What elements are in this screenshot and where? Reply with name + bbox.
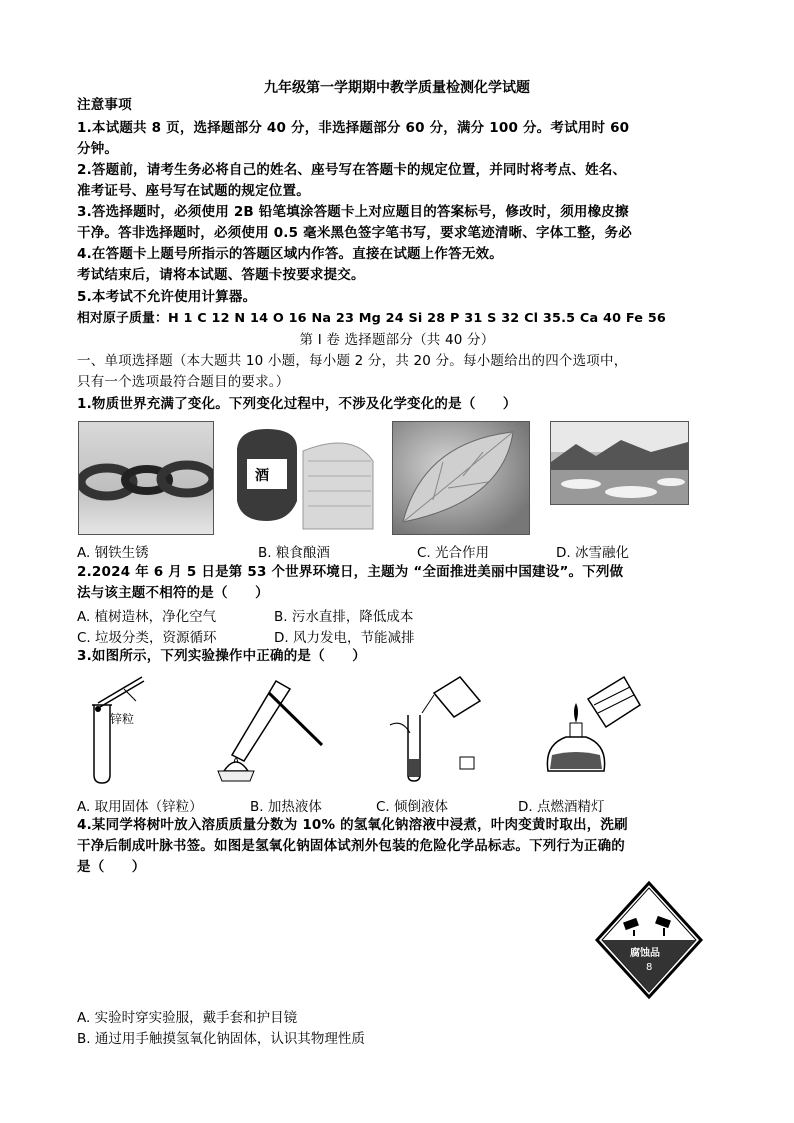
q1-option-b[interactable]: B. 粮食酿酒 [258, 545, 330, 561]
wine-label: 酒 [255, 468, 269, 484]
notice-line-8: 考试结束后，请将本试题、答题卡按要求提交。 [77, 267, 365, 283]
q4-option-b[interactable]: B. 通过用手触摸氢氧化钠固体，认识其物理性质 [77, 1031, 365, 1047]
notice-line-6: 干净。答非选择题时，必须使用 0.5 毫米黑色签字笔书写，要求笔迹清晰、字体工整，务必 [77, 225, 632, 241]
q1-option-d[interactable]: D. 冰雪融化 [556, 545, 629, 561]
notice-line-9: 5.本考试不允许使用计算器。 [77, 289, 257, 305]
notice-line-3: 2.答题前，请考生务必将自己的姓名、座号写在答题卡的规定位置，并同时将考点、姓名、 [77, 162, 627, 178]
notice-line-7: 4.在答题卡上题号所指示的答题区域内作答。直接在试题上作答无效。 [77, 246, 503, 262]
test-tube-tweezers-icon [84, 675, 154, 785]
page-title: 九年级第一学期期中教学质量检测化学试题 [264, 80, 530, 96]
corrosive-label: 腐蚀品 [630, 948, 660, 959]
q2-option-d[interactable]: D. 风力发电，节能减排 [274, 630, 415, 646]
chain-icon [79, 422, 213, 534]
q3-option-c[interactable]: C. 倾倒液体 [376, 799, 449, 815]
q3-stem: 3.如图所示，下列实验操作中正确的是（ ） [77, 648, 366, 664]
heating-tube-icon [214, 675, 324, 785]
hazard-class-number: 8 [646, 962, 653, 973]
q4-option-a[interactable]: A. 实验时穿实验服，戴手套和护目镜 [77, 1010, 298, 1026]
leaf-icon [393, 422, 529, 534]
q2-option-a[interactable]: A. 植树造林，净化空气 [77, 609, 217, 625]
q4-stem-3: 是（ ） [77, 859, 146, 875]
notice-heading: 注意事项 [77, 97, 132, 113]
corrosive-hazard-sign-icon [594, 880, 704, 1000]
zinc-label: 锌粒 [110, 712, 135, 726]
q1-option-c[interactable]: C. 光合作用 [417, 545, 490, 561]
melting-snow-photo [550, 421, 689, 505]
q3-option-b[interactable]: B. 加热液体 [250, 799, 322, 815]
notice-line-2: 分钟。 [77, 141, 119, 157]
part1-heading: 第 Ⅰ 卷 选择题部分（共 40 分） [299, 332, 495, 348]
q3-option-a[interactable]: A. 取用固体（锌粒） [77, 799, 203, 815]
q2-stem-1: 2.2024 年 6 月 5 日是第 53 个世界环境日，主题为 “全面推进美丽中国建设”。下列做 [77, 564, 624, 580]
notice-line-5: 3.答选择题时，必须使用 2B 铅笔填涂答题卡上对应题目的答案标号，修改时，须用橡皮擦 [77, 204, 629, 220]
q4-stem-2: 干净后制成叶脉书签。如图是氢氧化钠固体试剂外包装的危险化学品标志。下列行为正确的 [77, 838, 625, 854]
q2-option-b[interactable]: B. 污水直排，降低成本 [274, 609, 414, 625]
snow-landscape-icon [551, 422, 688, 504]
q3-option-d[interactable]: D. 点燃酒精灯 [518, 799, 605, 815]
leaf-photo [392, 421, 530, 535]
q1-option-a[interactable]: A. 钢铁生锈 [77, 545, 149, 561]
q4-stem-1: 4.某同学将树叶放入溶质质量分数为 10% 的氢氧化钠溶液中浸煮，叶肉变黄时取出，洗刷 [77, 817, 628, 833]
atomic-masses: 相对原子质量：H 1 C 12 N 14 O 16 Na 23 Mg 24 Si 28 P 31 S 32 Cl 35.5 Ca 40 Fe 56 [77, 311, 667, 326]
q2-stem-2: 法与该主题不相符的是（ ） [77, 585, 269, 601]
wine-jar-photo [233, 421, 377, 533]
q2-option-c[interactable]: C. 垃圾分类，资源循环 [77, 630, 217, 646]
rusty-chain-photo [78, 421, 214, 535]
section-instruction-1: 一、单项选择题（本大题共 10 小题，每小题 2 分，共 20 分。每小题给出的四个选项中， [77, 353, 628, 369]
notice-line-4: 准考证号、座号写在试题的规定位置。 [77, 183, 310, 199]
lighting-alcohol-lamp-icon [540, 675, 650, 785]
notice-line-1: 1.本试题共 8 页，选择题部分 40 分，非选择题部分 60 分，满分 100 分。考试用时 60 [77, 120, 630, 136]
pouring-liquid-icon [388, 675, 498, 785]
q1-stem: 1.物质世界充满了变化。下列变化过程中，不涉及化学变化的是（ ） [77, 396, 517, 412]
section-instruction-2: 只有一个选项最符合题目的要求。） [77, 374, 290, 390]
